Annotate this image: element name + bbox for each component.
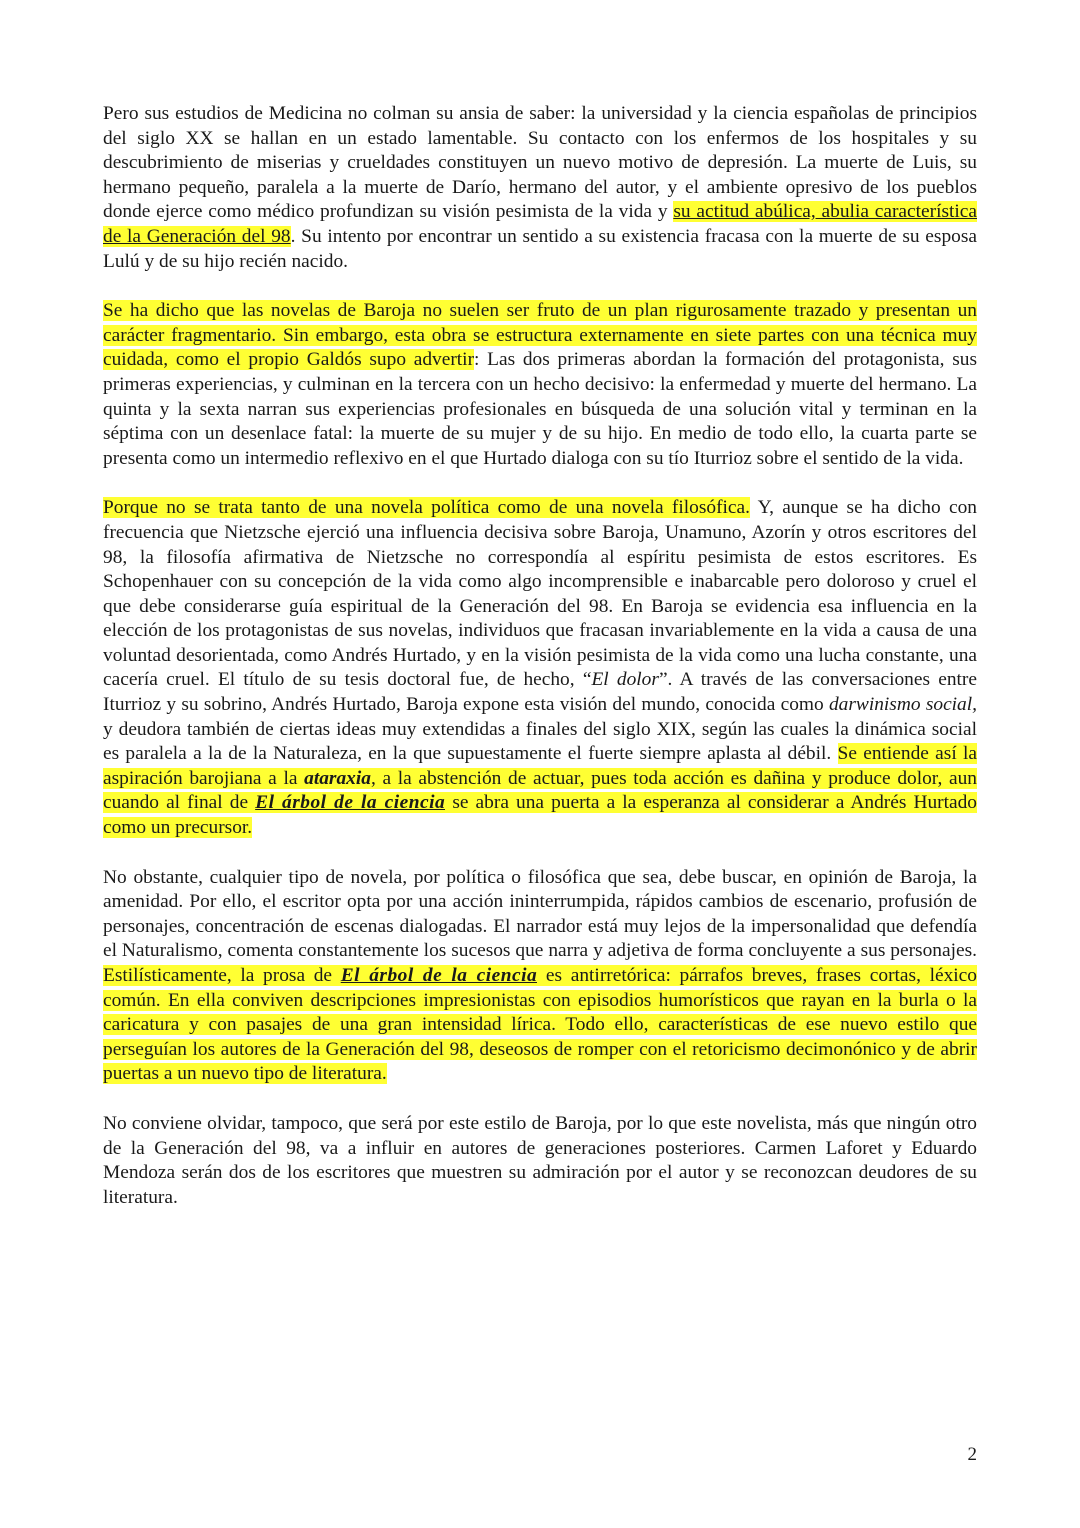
paragraph-3-highlight-c: se abra una puerta a la esperanza al considerar a Andrés Hurtado como un precursor. [103, 792, 977, 839]
darwinismo-term: darwinismo social, [828, 694, 977, 716]
paragraph-4-highlight-b: es antirretórica: párrafos breves, frases cortas, léxico común. En ella conviven descripciones impresionistas con episodios humorísticos que rayan en la burla o la caricatura y con pasajes de una gran intensidad lírica. Todo ello, características de ese nuevo estilo que perseguían los autores de la Generación del 98, deseosos de romper con el retoricismo decimonónico y de abrir puertas a un nuevo tipo de literatura. [103, 965, 977, 1085]
paragraph-3-highlight-a: Se entiende así la aspiración barojiana a la [103, 743, 977, 789]
page-number: 2 [967, 1444, 977, 1465]
paragraph-5 [103, 1112, 977, 1210]
paragraph-3-text: Y, aunque se ha dicho con frecuencia que Nietzsche ejerció una influencia decisiva sobre Baroja, Unamuno, Azorín y otros escritores del 98, la filosofía afirmativa de Nietzsche no correspondía al espíritu pesimista de estos escritores. Es Schopenhauer con su concepción de la vida como algo incomprensible e inabarcable pero doloroso y cruel el que debe considerarse guía espiritual de la Generación del 98. En Baroja se evidencia esa influencia en la elección de los protagonistas de sus novelas, individuos que fracasan invariablemente en la vida a causa de una voluntad desorientada, como Andrés Hurtado, y en la visión pesimista de la vida como una lucha constante, una cacería cruel. El título de su tesis doctoral fue, de hecho, “ [103, 497, 977, 691]
paragraph-1-text-end: . Su intento por encontrar un sentido a su existencia fracasa con la muerte de su esposa Lulú y de su hijo recién nacido. [103, 225, 977, 272]
paragraph-5-text: No conviene olvidar, tampoco, que será por este estilo de Baroja, por lo que este novelista, más que ningún otro de la Generación del 98, va a influir en autores de generaciones posteriores. Carmen Laforet y Eduardo Mendoza serán dos de los escritores que muestren su admiración por el autor y se reconozcan deudores de su literatura. [103, 1112, 977, 1208]
paragraph-3-highlight-lead: Porque no se trata tanto de una novela política como de una novela filosófica. [103, 497, 750, 519]
paragraph-2 [103, 299, 977, 471]
paragraph-3-highlight-b: , a la abstención de actuar, pues toda acción es dañina y produce dolor, aun cuando al final de [103, 767, 977, 814]
thesis-title: El dolor [591, 669, 659, 691]
document-page [103, 102, 977, 1235]
book-title-2: El árbol de la ciencia [340, 965, 538, 986]
paragraph-1 [103, 102, 977, 274]
paragraph-2-text: : Las dos primeras abordan la formación del protagonista, sus primeras experiencias, y culminan en la tercera con un hecho decisivo: la enfermedad y muerte del hermano. La quinta y la sexta narran sus experiencias profesionales en búsqueda de una solución vital y terminan en la séptima con un desenlace fatal: la muerte de su mujer y de su hijo. En medio de todo ello, la cuarta parte se presenta como un intermedio reflexivo en el que Hurtado dialoga con su tío Iturrioz sobre el sentido de la vida. [103, 349, 977, 469]
paragraph-1-text: Pero sus estudios de Medicina no colman su ansia de saber: la universidad y la ciencia españolas de principios del siglo XX se hallan en un estado lamentable. Su contacto con los enfermos de los hospitales y su descubrimiento de miserias y crueldades constituyen un nuevo motivo de depresión. La muerte de Luis, su hermano pequeño, paralela a la muerte de Darío, hermano del autor, y el ambiente opresivo de los pueblos donde ejerce como médico profundizan su visión pesimista de la vida y [103, 103, 977, 223]
paragraph-3 [103, 496, 977, 840]
ataraxia-term: ataraxia [304, 767, 371, 789]
paragraph-1-highlight: su actitud abúlica, abulia característica de la Generación del 98 [103, 201, 977, 247]
paragraph-4 [103, 866, 977, 1087]
paragraph-3-text-3: y deudora también de ciertas ideas muy extendidas a finales del siglo XIX, según las cuales la dinámica social es paralela a la de la Naturaleza, en la que supuestamente el fuerte siempre aplasta al débil. [103, 718, 977, 765]
book-title: El árbol de la ciencia [255, 792, 446, 814]
paragraph-2-highlight: Se ha dicho que las novelas de Baroja no suelen ser fruto de un plan rigurosamente trazado y presentan un carácter fragmentario. Sin embargo, esta obra se estructura externamente en siete partes con una técnica muy cuidada, como el propio Galdós supo advertir [103, 300, 977, 371]
paragraph-4-highlight-a: Estilísticamente, la prosa de [103, 965, 341, 986]
paragraph-3-text-2: ”. A través de las conversaciones entre Iturrioz y su sobrino, Andrés Hurtado, Baroja expone esta visión del mundo, conocida como [103, 669, 977, 716]
paragraph-4-text: No obstante, cualquier tipo de novela, por política o filosófica que sea, debe buscar, en opinión de Baroja, la amenidad. Por ello, el escritor opta por una acción ininterrumpida, rápidos cambios de escenario, profusión de personajes, concentración de escenas dialogadas. El narrador está muy lejos de la impersonalidad que defendía el Naturalismo, comenta constantemente los sucesos que narra y adjetiva de forma concluyente a sus personajes. [103, 866, 977, 962]
